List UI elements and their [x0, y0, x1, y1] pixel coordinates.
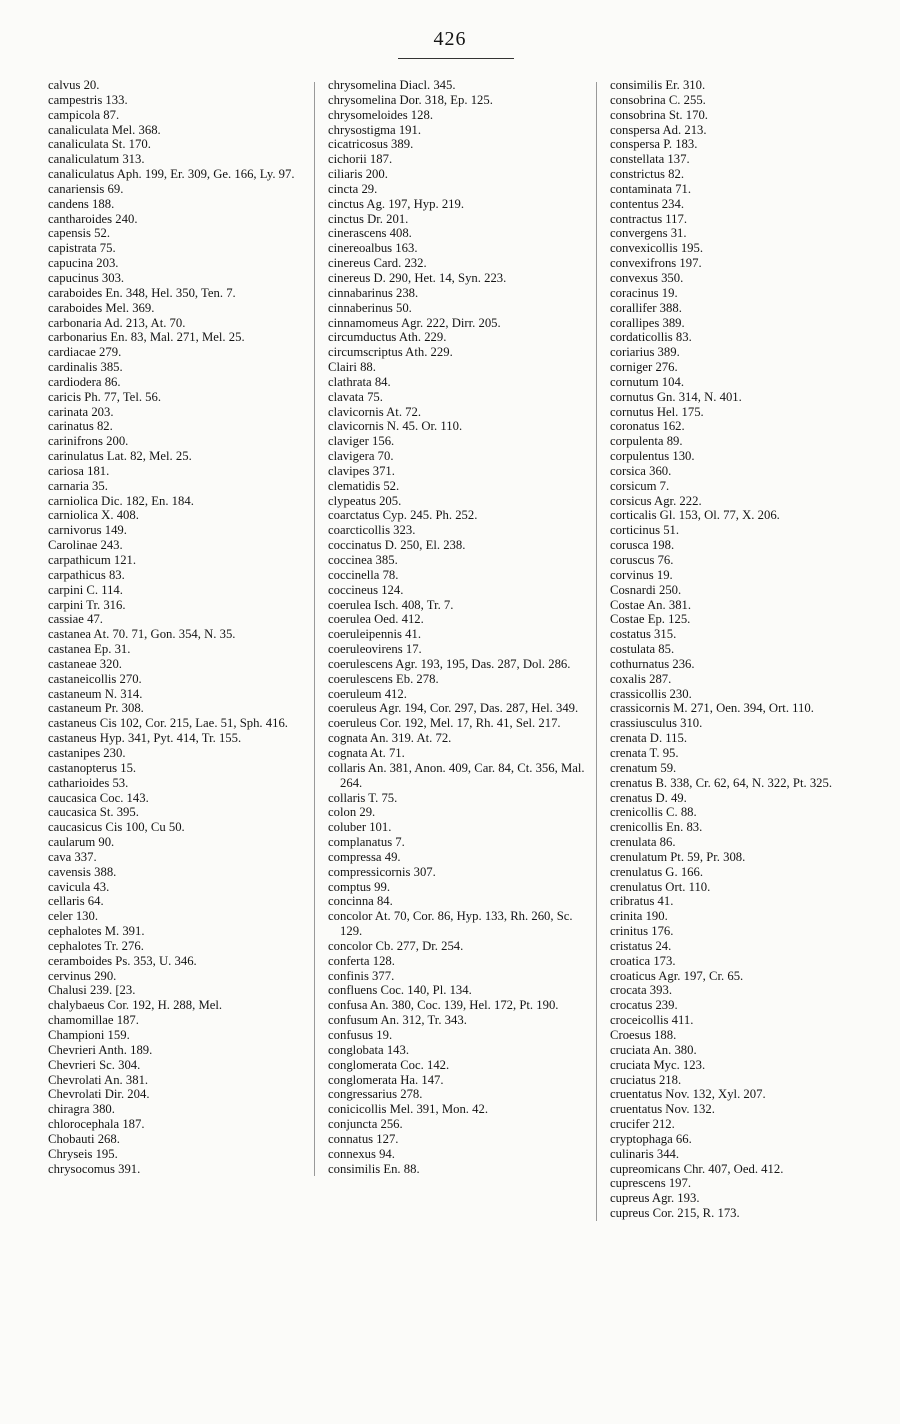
index-entry: cinereus D. 290, Het. 14, Syn. 223. [328, 270, 507, 285]
index-entry: colon 29. [328, 805, 376, 820]
index-entry: Costae An. 381. [610, 597, 692, 612]
index-entry: Chobauti 268. [48, 1131, 120, 1146]
index-entry: corticinus 51. [610, 523, 680, 538]
index-entry: compressa 49. [328, 849, 401, 864]
index-entry: crenicollis C. 88. [610, 805, 697, 820]
index-entry: chrysocomus 391. [48, 1161, 141, 1176]
index-entry: canariensis 69. [48, 181, 124, 196]
index-entry: corpulentus 130. [610, 449, 695, 464]
index-entry: cothurnatus 236. [610, 656, 695, 671]
index-entry: castaneae 320. [48, 656, 122, 671]
index-entry: coracinus 19. [610, 285, 678, 300]
index-entry: crenulatus G. 166. [610, 864, 704, 879]
index-entry: chrysomelina Dor. 318, Ep. 125. [328, 92, 493, 107]
index-entry: carniolica X. 408. [48, 508, 139, 523]
index-entry: clathrata 84. [328, 374, 391, 389]
index-entry: connexus 94. [328, 1146, 395, 1161]
index-entry: crassiusculus 310. [610, 716, 703, 731]
index-entry: coccineus 124. [328, 582, 404, 597]
index-entry: canaliculatus Aph. 199, Er. 309, Ge. 166, Ly. 97. [48, 167, 295, 182]
index-entry: connatus 127. [328, 1131, 399, 1146]
index-entry: crocata 393. [610, 983, 672, 998]
index-entry: Croesus 188. [610, 1028, 677, 1042]
index-entry: crassicornis M. 271, Oen. 394, Ort. 110. [610, 701, 814, 716]
index-entry: corvinus 19. [610, 567, 673, 582]
index-entry: castaneicollis 270. [48, 671, 142, 686]
index-entry: crenatus D. 49. [610, 790, 687, 805]
index-entry: chiragra 380. [48, 1102, 115, 1117]
index-entry: carinifrons 200. [48, 434, 129, 449]
index-entry: cupreus Cor. 215, R. 173. [610, 1206, 740, 1221]
index-entry: Championi 159. [48, 1028, 130, 1042]
index-entry: cinnabarinus 238. [328, 285, 419, 300]
index-entry: clavicornis At. 72. [328, 404, 422, 419]
index-entry: coerulescens Agr. 193, 195, Das. 287, Dol. 286. [328, 656, 571, 671]
index-entry: cervinus 290. [48, 968, 117, 983]
index-entry: consobrina C. 255. [610, 92, 706, 107]
index-entry: cordaticollis 83. [610, 330, 692, 345]
index-entry: castaneus Cis 102, Cor. 215, Lae. 51, Sph. 416. [48, 716, 288, 731]
index-entry: cruentatus Nov. 132, Xyl. 207. [610, 1087, 766, 1102]
index-entry: coccinatus D. 250, El. 238. [328, 538, 466, 553]
index-entry: carpathicum 121. [48, 553, 137, 567]
index-entry: contractus 117. [610, 211, 688, 226]
index-entry: ciliaris 200. [328, 167, 388, 182]
index-entry: crinita 190. [610, 909, 668, 924]
index-entry: confusa An. 380, Coc. 139, Hel. 172, Pt. 190. [328, 998, 559, 1013]
index-entry: corpulenta 89. [610, 434, 683, 449]
index-entry: claviger 156. [328, 434, 395, 449]
index-entry: cruciatus 218. [610, 1072, 682, 1087]
index-entry: castaneum N. 314. [48, 686, 143, 701]
index-column-2 [328, 78, 585, 1176]
index-entry: cruciata An. 380. [610, 1042, 697, 1057]
index-entry: Carolinae 243. [48, 538, 123, 553]
index-entry: cinctus Dr. 201. [328, 211, 409, 226]
index-entry: corticalis Gl. 153, Ol. 77, X. 206. [610, 508, 780, 523]
index-entry: castanipes 230. [48, 745, 126, 760]
index-entry: castanea At. 70. 71, Gon. 354, N. 35. [48, 627, 236, 642]
index-entry: cruciata Myc. 123. [610, 1057, 706, 1072]
index-entry: candens 188. [48, 196, 115, 211]
index-column-1 [48, 78, 296, 1176]
index-entry: cardinalis 385. [48, 360, 123, 375]
index-entry: crenata D. 115. [610, 731, 688, 746]
index-entry: crocatus 239. [610, 998, 678, 1013]
index-entry: confinis 377. [328, 968, 395, 983]
index-entry: cardiacae 279. [48, 345, 122, 360]
index-entry: canaliculatum 313. [48, 152, 145, 167]
index-entry: carinatus 82. [48, 419, 113, 434]
index-entry: Costae Ep. 125. [610, 612, 691, 627]
index-entry: Cosnardi 250. [610, 582, 682, 597]
index-entry: crenulatus Ort. 110. [610, 879, 711, 894]
index-entry: cornutum 104. [610, 374, 685, 389]
index-entry: concinna 84. [328, 894, 393, 909]
index-entry: coeruleovirens 17. [328, 642, 422, 657]
index-entry: coeruleum 412. [328, 686, 407, 701]
index-entry: cornutus Gn. 314, N. 401. [610, 389, 742, 404]
index-entry: cicatricosus 389. [328, 137, 414, 152]
index-entry: cavicula 43. [48, 879, 110, 894]
index-entry: coerulea Isch. 408, Tr. 7. [328, 597, 454, 612]
index-entry: culinaris 344. [610, 1146, 680, 1161]
index-entry: celer 130. [48, 909, 99, 924]
index-entry: convergens 31. [610, 226, 687, 241]
index-entry: crenicollis En. 83. [610, 820, 703, 835]
index-entry: clavipes 371. [328, 463, 395, 478]
index-entry: coarcticollis 323. [328, 523, 416, 538]
index-entry: Clairi 88. [328, 360, 376, 375]
index-entry: conjuncta 256. [328, 1117, 403, 1132]
index-entry: castaneum Pr. 308. [48, 701, 144, 716]
index-entry: chrysostigma 191. [328, 122, 422, 137]
index-entry: cinereoalbus 163. [328, 241, 418, 256]
index-entry: coerulea Oed. 412. [328, 612, 424, 627]
index-entry: conicicollis Mel. 391, Mon. 42. [328, 1102, 488, 1117]
index-entry: concolor At. 70, Cor. 86, Hyp. 133, Rh. 260, Sc. 129. [328, 909, 573, 939]
index-entry: consimilis Er. 310. [610, 78, 706, 92]
index-entry: cristatus 24. [610, 938, 672, 953]
index-entry: capensis 52. [48, 226, 111, 241]
index-entry: contaminata 71. [610, 181, 692, 196]
index-entry: croaticus Agr. 197, Cr. 65. [610, 968, 744, 983]
page-number: 426 [433, 28, 467, 50]
index-entry: cinnamomeus Agr. 222, Dirr. 205. [328, 315, 501, 330]
index-entry: corallifer 388. [610, 300, 682, 315]
index-entry: cognata An. 319. At. 72. [328, 731, 452, 746]
index-entry: corsica 360. [610, 463, 672, 478]
index-entry: convexifrons 197. [610, 256, 702, 271]
index-entry: cava 337. [48, 849, 97, 864]
index-entry: cavensis 388. [48, 864, 117, 879]
index-entry: clavigera 70. [328, 449, 394, 464]
index-entry: cassiae 47. [48, 612, 103, 627]
index-entry: crenatus B. 338, Cr. 62, 64, N. 322, Pt. 325. [610, 775, 833, 790]
index-entry: coriarius 389. [610, 345, 680, 360]
index-entry: Chevrieri Anth. 189. [48, 1042, 153, 1057]
index-entry: chrysomeloides 128. [328, 107, 434, 122]
index-entry: coarctatus Cyp. 245. Ph. 252. [328, 508, 478, 523]
index-entry: chamomillae 187. [48, 1013, 139, 1028]
index-entry: collaris T. 75. [328, 790, 398, 805]
index-entry: costulata 85. [610, 642, 675, 657]
index-entry: cinctus Ag. 197, Hyp. 219. [328, 196, 465, 211]
index-entry: coeruleus Cor. 192, Mel. 17, Rh. 41, Sel. 217. [328, 716, 561, 731]
index-entry: corsicus Agr. 222. [610, 493, 702, 508]
index-entry: caucasicus Cis 100, Cu 50. [48, 820, 185, 835]
index-entry: castaneus Hyp. 341, Pyt. 414, Tr. 155. [48, 731, 242, 746]
index-entry: compressicornis 307. [328, 864, 436, 879]
index-entry: canaliculata Mel. 368. [48, 122, 161, 137]
index-entry: Chevrieri Sc. 304. [48, 1057, 141, 1072]
index-entry: cupreomicans Chr. 407, Oed. 412. [610, 1161, 784, 1176]
index-entry: conglomerata Ha. 147. [328, 1072, 444, 1087]
index-entry: cinereus Card. 232. [328, 256, 427, 271]
header-rule [398, 58, 514, 59]
index-entry: crassicollis 230. [610, 686, 692, 701]
index-entry: cariosa 181. [48, 463, 110, 478]
index-entry: caucasica St. 395. [48, 805, 139, 820]
index-entry: contentus 234. [610, 196, 685, 211]
index-entry: carnivorus 149. [48, 523, 127, 538]
index-entry: carpini Tr. 316. [48, 597, 126, 612]
index-entry: campicola 87. [48, 107, 120, 122]
index-entry: caraboides En. 348, Hel. 350, Ten. 7. [48, 285, 236, 300]
index-entry: caularum 90. [48, 835, 115, 850]
index-entry: corsicum 7. [610, 478, 670, 493]
index-entry: crenulata 86. [610, 835, 676, 850]
index-entry: cincta 29. [328, 181, 378, 196]
index-entry: coerulescens Eb. 278. [328, 671, 439, 686]
index-entry: conferta 128. [328, 953, 395, 968]
index-entry: coluber 101. [328, 820, 392, 835]
index-entry: convexus 350. [610, 270, 684, 285]
index-entry: crenatum 59. [610, 760, 677, 775]
index-entry: chrysomelina Diacl. 345. [328, 78, 456, 92]
index-entry: cellaris 64. [48, 894, 104, 909]
index-entry: chlorocephala 187. [48, 1117, 145, 1132]
index-entry: circumscriptus Ath. 229. [328, 345, 453, 360]
index-entry: canaliculata St. 170. [48, 137, 151, 152]
index-entry: Chevrolati An. 381. [48, 1072, 149, 1087]
index-entry: confusum An. 312, Tr. 343. [328, 1013, 467, 1028]
index-entry: cribratus 41. [610, 894, 674, 909]
index-entry: consobrina St. 170. [610, 107, 708, 122]
index-entry: consimilis En. 88. [328, 1161, 420, 1176]
index-entry: carbonarius En. 83, Mal. 271, Mel. 25. [48, 330, 245, 345]
index-entry: crenata T. 95. [610, 745, 679, 760]
index-entry: carinulatus Lat. 82, Mel. 25. [48, 449, 192, 464]
index-entry: conspersa Ad. 213. [610, 122, 707, 137]
index-entry: croceicollis 411. [610, 1013, 694, 1028]
index-entry: croatica 173. [610, 953, 676, 968]
index-entry: crenulatum Pt. 59, Pr. 308. [610, 849, 746, 864]
index-entry: cornutus Hel. 175. [610, 404, 704, 419]
index-entry: conspersa P. 183. [610, 137, 698, 152]
index-entry: coeruleipennis 41. [328, 627, 422, 642]
index-entry: carniolica Dic. 182, En. 184. [48, 493, 194, 508]
index-entry: capucinus 303. [48, 270, 125, 285]
index-entry: coccinea 385. [328, 553, 398, 567]
index-entry: cinerascens 408. [328, 226, 412, 241]
index-entry: circumductus Ath. 229. [328, 330, 447, 345]
index-entry: confluens Coc. 140, Pl. 134. [328, 983, 472, 998]
index-entry: cantharoides 240. [48, 211, 138, 226]
index-entry: cognata At. 71. [328, 745, 405, 760]
index-entry: calvus 20. [48, 78, 100, 92]
index-entry: corallipes 389. [610, 315, 685, 330]
index-entry: caricis Ph. 77, Tel. 56. [48, 389, 162, 404]
index-entry: coxalis 287. [610, 671, 672, 686]
index-entry: carbonaria Ad. 213, At. 70. [48, 315, 186, 330]
index-entry: Chevrolati Dir. 204. [48, 1087, 150, 1102]
index-entry: Chalusi 239. [23. [48, 983, 136, 998]
index-entry: constrictus 82. [610, 167, 685, 182]
index-entry: cichorii 187. [328, 152, 393, 167]
index-entry: coccinella 78. [328, 567, 399, 582]
index-entry: confusus 19. [328, 1028, 393, 1042]
index-entry: chalybaeus Cor. 192, H. 288, Mel. [48, 998, 223, 1013]
index-entry: costatus 315. [610, 627, 677, 642]
index-entry: cephalotes Tr. 276. [48, 938, 144, 953]
index-entry: conglobata 143. [328, 1042, 410, 1057]
index-entry: castanopterus 15. [48, 760, 137, 775]
index-entry: clavata 75. [328, 389, 383, 404]
index-entry: cruentatus Nov. 132. [610, 1102, 715, 1117]
index-entry: cephalotes M. 391. [48, 924, 145, 939]
index-column-3 [610, 78, 872, 1221]
index-entry: campestris 133. [48, 92, 128, 107]
index-entry: conglomerata Coc. 142. [328, 1057, 450, 1072]
index-entry: carinata 203. [48, 404, 114, 419]
index-entry: clypeatus 205. [328, 493, 402, 508]
index-entry: castanea Ep. 31. [48, 642, 131, 657]
index-entry: clavicornis N. 45. Or. 110. [328, 419, 463, 434]
index-entry: crinitus 176. [610, 924, 674, 939]
index-entry: convexicollis 195. [610, 241, 704, 256]
index-entry: coruscus 76. [610, 553, 674, 567]
index-entry: ceramboides Ps. 353, U. 346. [48, 953, 197, 968]
index-entry: cupreus Agr. 193. [610, 1191, 700, 1206]
index-entry: capucina 203. [48, 256, 119, 271]
index-entry: collaris An. 381, Anon. 409, Car. 84, Ct. 356, Mal. 264. [328, 760, 585, 790]
index-entry: cryptophaga 66. [610, 1131, 692, 1146]
index-entry: corniger 276. [610, 360, 678, 375]
index-entry: concolor Cb. 277, Dr. 254. [328, 938, 464, 953]
index-entry: coronatus 162. [610, 419, 685, 434]
index-entry: complanatus 7. [328, 835, 405, 850]
index-entry: capistrata 75. [48, 241, 116, 256]
index-entry: Chryseis 195. [48, 1146, 118, 1161]
index-entry: crucifer 212. [610, 1117, 675, 1132]
index-entry: coeruleus Agr. 194, Cor. 297, Das. 287, Hel. 349. [328, 701, 579, 716]
index-entry: carpini C. 114. [48, 582, 123, 597]
index-entry: corusca 198. [610, 538, 675, 553]
index-entry: constellata 137. [610, 152, 690, 167]
index-entry: caraboides Mel. 369. [48, 300, 155, 315]
index-entry: clematidis 52. [328, 478, 400, 493]
index-entry: carnaria 35. [48, 478, 108, 493]
index-entry: cuprescens 197. [610, 1176, 692, 1191]
index-entry: cardiodera 86. [48, 374, 121, 389]
index-entry: carpathicus 83. [48, 567, 125, 582]
index-entry: cinnaberinus 50. [328, 300, 412, 315]
index-entry: catharioides 53. [48, 775, 129, 790]
index-entry: congressarius 278. [328, 1087, 423, 1102]
index-entry: comptus 99. [328, 879, 391, 894]
index-entry: caucasica Coc. 143. [48, 790, 149, 805]
